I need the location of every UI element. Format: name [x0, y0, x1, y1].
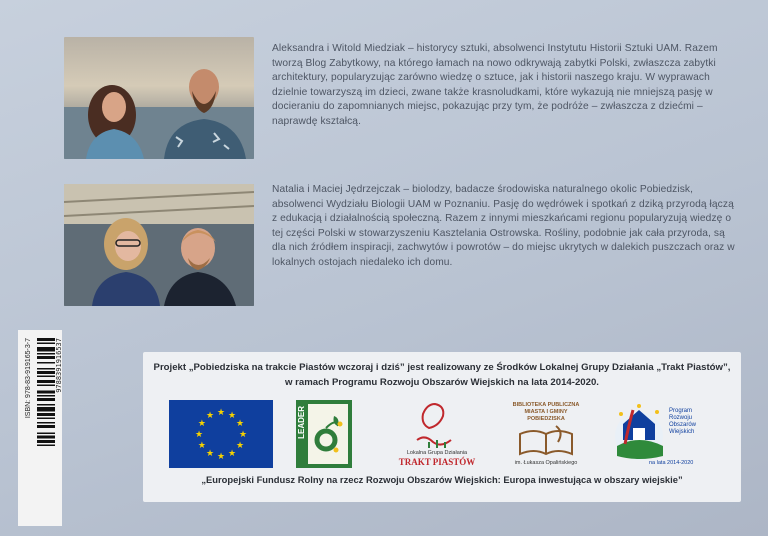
isbn-barcode-block — [18, 330, 62, 526]
eu-star-icon: ★ — [194, 429, 204, 439]
prow-line1: Program — [669, 408, 693, 414]
barcode-bar — [37, 395, 55, 397]
lgd-small-label: Lokalna Grupa Działania — [406, 450, 468, 456]
barcode-bar — [37, 425, 55, 428]
eu-star-icon: ★ — [197, 440, 206, 450]
trakt-piastow-logo — [395, 400, 479, 468]
barcode-bar — [37, 440, 55, 443]
barcode-bar — [37, 407, 55, 412]
barcode-bar — [37, 380, 55, 383]
prow-logo — [609, 400, 719, 468]
efrrow-slogan: „Europejski Fundusz Rolny na rzecz Rozwoju Obszarów Wiejskich: Europa inwestująca w obszary wiejskie” — [201, 474, 683, 485]
barcode-bar — [37, 398, 55, 401]
eu-star-icon: ★ — [197, 418, 206, 428]
leader-text: LEADER — [297, 406, 306, 439]
barcode-bar — [37, 445, 55, 447]
barcode-bar — [37, 353, 55, 355]
eu-star-icon: ★ — [205, 448, 215, 459]
library-line2: MIASTA I GMINY — [524, 409, 568, 415]
library-sub: im. Łukasza Opalińskiego — [514, 460, 578, 466]
eu-star-icon: ★ — [236, 440, 245, 450]
barcode-bar — [37, 343, 55, 345]
library-line1: BIBLIOTEKA PUBLICZNA — [512, 402, 580, 408]
barcode-bar — [37, 362, 55, 364]
barcode-bar — [37, 347, 55, 352]
eu-star-icon: ★ — [236, 418, 245, 428]
barcode-bar — [37, 433, 55, 435]
eu-star-icon: ★ — [227, 409, 237, 420]
bio-miedziak: Aleksandra i Witold Miedziak – historycy sztuki, absolwenci Instytutu Historii Sztuki UAM. Razem tworzą Blog Zabytkowy, na którego łamach na nowo odkrywają zabytki Polski, zwłaszcza zabytki architektury, popularyzując zarówno wiedzę o sztuce, jak i historii naszego kraju. W wyprawach dzielnie towarzyszą im dzieci, zwane także krasnoludkami, które wykazują nie mniejszą pasję w docieraniu do zapomnianych miejsc, pokazując przy tym, że podróże – zwłaszcza z dziećmi – naprawdę kształcą. — [272, 43, 718, 127]
barcode-bar — [37, 385, 55, 387]
barcode-bar — [37, 404, 55, 406]
prow-years: na lata 2014-2020 — [649, 460, 694, 466]
eu-star-icon: ★ — [216, 451, 226, 461]
sponsor-panel — [143, 352, 741, 502]
eu-star-icon: ★ — [216, 407, 226, 417]
prow-line4: Wiejskich — [669, 429, 695, 435]
eu-star-icon: ★ — [227, 448, 237, 459]
photo-jedrzejczak-couple — [64, 184, 254, 306]
library-logo — [499, 400, 593, 468]
barcode-bar — [37, 436, 55, 439]
prow-line3: Obszarów — [669, 422, 697, 428]
barcode-number: 9788391916537 — [55, 338, 63, 393]
leader-logo — [296, 400, 352, 468]
barcode-bar — [37, 376, 55, 378]
eu-star-icon: ★ — [205, 409, 215, 420]
barcode — [37, 338, 55, 488]
library-line3: POBIEDZISKA — [527, 416, 565, 422]
open-book-icon — [516, 424, 576, 458]
barcode-bar — [37, 368, 55, 370]
eu-star-icon: ★ — [238, 429, 248, 439]
barcode-bar — [37, 418, 55, 420]
photo-miedziak-couple — [64, 37, 254, 159]
eu-flag-logo — [169, 400, 273, 468]
barcode-bar — [37, 338, 55, 341]
prow-line2: Rozwoju — [669, 415, 693, 421]
barcode-bar — [37, 391, 55, 394]
trakt-piastow-name: TRAKT PIASTÓW — [398, 457, 476, 467]
barcode-bar — [37, 356, 55, 359]
barcode-bar — [37, 371, 55, 374]
barcode-bar — [37, 413, 55, 416]
isbn-label: ISBN: 978-83-919165-3-7 — [25, 338, 32, 419]
bio-jedrzejczak: Natalia i Maciej Jędrzejczak – biolodzy, badacze środowiska naturalnego okolic Pobiedzisk, absolwenci Wydziału Biologii UAM w Poznaniu. Pasję do wędrówek i spotkań z dziką przyrodą łączą z edukacją i działalnością społeczną. Razem z innymi mieszkańcami regionu popularyzują wiedzę o tej części Polski w stowarzyszeniu Kasztelania Ostrowska. Rośliny, podobnie jak cała przyroda, są dla nich źródłem inspiracji, zachwytów i powrotów – do miejsc ukrytych w dalekich puszczach oraz w lokalnych ostojach niedaleko ich domu. — [272, 184, 735, 268]
project-statement: Projekt „Pobiedziska na trakcie Piastów wczoraj i dziś” jest realizowany ze Środków Lokalnej Grupy Działania „Trakt Piastów”, w ramach Programu Rozwoju Obszarów Wiejskich na lata 2014-2020. — [153, 362, 731, 388]
barcode-bar — [37, 422, 55, 424]
